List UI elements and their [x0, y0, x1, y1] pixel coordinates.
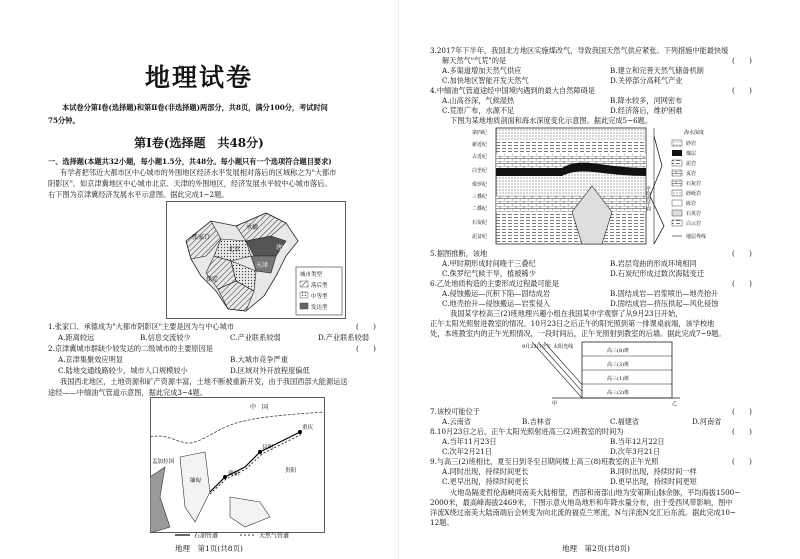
- q7-option-a[interactable]: A.云南省: [442, 417, 472, 426]
- map2-label-guiyang: 贵阳: [285, 468, 297, 474]
- q1-option-b[interactable]: B.信息交流较少: [140, 333, 191, 342]
- q6-option-b[interactable]: B.固结成岩—岩浆喷出—地壳抬升: [610, 289, 719, 298]
- map2-legend-gas: 天然气管道: [259, 532, 290, 540]
- q1-option-d[interactable]: D.产业联系较弱: [318, 333, 369, 342]
- q5-option-b[interactable]: B.岩层弯曲的形成环境相同: [610, 259, 697, 268]
- q5-answer-blank[interactable]: ( ): [732, 249, 752, 258]
- passage4-line-2: 正午太阳光照射进教室的情况。10月23日之后正午的阳光照到第一排课桌前端，该学校地: [430, 319, 715, 328]
- passage1-line-1: 有学者把邻近大都市区中心城市的外围地区经济水平发展相对落后的区域称之为"大都市: [60, 168, 337, 177]
- q5-option-c[interactable]: C.侏罗纪气候干旱，植被稀少: [442, 269, 536, 278]
- q3-option-b[interactable]: B.建立和完善天然气储备机制: [610, 66, 704, 75]
- q3-option-d[interactable]: D.关停部分高耗气产业: [610, 76, 683, 85]
- q1-option-a[interactable]: A.距离较远: [58, 333, 95, 342]
- geo-legend-7: 砾岩: [686, 201, 697, 207]
- passage5-line-2: 2000米，最高峰海拔2469米，下图示意火地岛地形和年降水量分布，由于受西风带影响，图中: [430, 498, 733, 507]
- geo-depth-label: 海水深度: [684, 130, 705, 136]
- q8-stem: 8.10月23日之后，正午太阳光照射进高三(2)班教室的时间为: [430, 427, 624, 436]
- classroom-sun-note: 9月23日正午 太阳光线: [522, 344, 574, 350]
- part-label: 一、选择题(本题共32小题，每小题1.5分，共48分。每小题只有一个选项符合题目要求): [48, 157, 332, 166]
- q9-answer-blank[interactable]: ( ): [732, 457, 752, 466]
- page-divider: [398, 0, 399, 559]
- q5-option-d[interactable]: D.石炭纪形成过数次海陆变迁: [610, 269, 705, 278]
- classroom-ground-right: 乙: [672, 401, 678, 406]
- map1-label-beijing: 北京: [228, 246, 241, 253]
- left-page: [0, 0, 398, 559]
- q8-option-a[interactable]: A.当年11月23日: [442, 437, 497, 446]
- q3-stem: 3.2017年下半年，我国北方地区实施煤改气，导致我国天然气供应紧张。下列措施中能最快缓: [430, 46, 729, 55]
- geo-era-3: 古近纪: [472, 154, 488, 160]
- section-heading: 第Ⅰ卷(选择题 共48分): [134, 136, 264, 150]
- geo-sea-level-label: 平均海平面: [645, 186, 651, 211]
- passage5-line-3: 洋流X绕过南美大陆南端后会转变为向北流的福克兰寒流，N与洋流N交汇后东流。据此完成10~: [430, 508, 736, 517]
- geo-era-9: 泥盆纪: [472, 234, 488, 240]
- q7-answer-blank[interactable]: ( ): [732, 407, 752, 416]
- map1-label-baoding: 保定: [206, 276, 219, 283]
- map1-legend-item-2: 中等型: [311, 294, 328, 300]
- q8-answer-blank[interactable]: ( ): [732, 427, 752, 436]
- q3-answer-blank[interactable]: ( ): [732, 56, 752, 65]
- map1-legend-item-1: 落后型: [311, 283, 328, 289]
- right-page-footer: 地理 第2页(共8页): [562, 544, 630, 553]
- q8-option-c[interactable]: C.次年2月21日: [442, 447, 492, 456]
- q8-option-b[interactable]: B.当年12月22日: [610, 437, 665, 446]
- q5-stem: 5.据图推断，该地: [430, 249, 488, 258]
- map1-label-tianjin: 天津: [256, 262, 269, 269]
- map2-label-bangladesh: 孟加拉国: [152, 459, 175, 465]
- q4-option-b[interactable]: B.降水较多，河网密布: [610, 96, 683, 105]
- q5-option-a[interactable]: A.甲时期形成时间晚于三叠纪: [442, 259, 536, 268]
- q4-option-d[interactable]: D.经济落后，维护困难: [610, 106, 683, 115]
- right-page: [402, 0, 800, 559]
- map2-label-chongqing: 重庆: [302, 425, 314, 431]
- map2-label-myanmar: 缅甸: [190, 478, 202, 484]
- geo-legend-4: 页岩: [686, 171, 697, 177]
- q1-option-c[interactable]: C.产业联系较弱: [230, 333, 281, 342]
- q9-option-d[interactable]: D.更早出现，持续时间更短: [610, 477, 697, 486]
- jingjinji-map: [166, 201, 346, 319]
- q6-option-a[interactable]: A.侵蚀搬运—沉积下陷—固结成岩: [442, 289, 551, 298]
- classroom-room-1: 高三(8)班: [607, 348, 630, 354]
- pipeline-map: [150, 397, 325, 533]
- geo-legend-3: 泥岩: [686, 161, 697, 167]
- passage4-line-3: 处，本班教室内的正午光照情况，一段时间后，正午光照射到教室的后墙。据此完成7~9题。: [430, 329, 726, 338]
- geo-era-7: 二叠纪: [472, 206, 488, 212]
- q9-option-b[interactable]: B.同时出现，持续时间一样: [610, 467, 697, 476]
- passage1-line-2: 阴影区"。如京津冀地区中心城市北京、天津的外围地区，经济发展水平较中心城市落后。: [48, 179, 332, 188]
- q2-option-b[interactable]: B.大城市竞争严重: [230, 355, 288, 364]
- passage3: 下图为某地地质剖面和海水深度变化示意图。据此完成5~6题。: [450, 116, 653, 125]
- classroom-building-figure: [522, 338, 682, 406]
- geo-legend-5: 石灰岩: [686, 181, 702, 187]
- map2-label-china-text: 中 国: [250, 404, 269, 411]
- q9-option-c[interactable]: C.更早出现，持续时间更长: [442, 477, 529, 486]
- map1-label-zhangjiakou: 张家口: [192, 234, 211, 241]
- q8-option-d[interactable]: D.次年3月21日: [610, 447, 661, 456]
- q2-option-a[interactable]: A.京津集聚效应明显: [58, 355, 123, 364]
- q7-stem: 7.该校可能位于: [430, 407, 480, 416]
- map1-legend-title: 城市类型: [300, 272, 323, 278]
- q1-answer-blank[interactable]: ( ): [356, 322, 376, 331]
- passage4-line-1: 我国某学校高三(2)班地理兴趣小组在我国某中学观察了从9月23日开始，: [450, 309, 683, 318]
- q9-stem: 9.与高三(2)班相比，夏至日到冬至日期间楼上高三(8)班教室的正午光照: [430, 457, 659, 466]
- map1-label-tangshan: 唐山: [276, 244, 289, 251]
- q7-option-c[interactable]: C.福建省: [610, 417, 640, 426]
- map1-label-chengde: 承德: [246, 224, 259, 231]
- geo-legend-6: 砂砾岩: [686, 191, 702, 197]
- geo-era-2: 新近纪: [472, 142, 488, 148]
- geo-era-6: 三叠纪: [472, 194, 488, 200]
- map2-label-ruili: 瑞丽: [228, 471, 240, 477]
- intro-line-1: 本试卷分第Ⅰ卷(选择题)和第Ⅱ卷(非选择题)两部分，共8页，满分100分，考试时间: [62, 103, 328, 112]
- geo-era-4: 白垩纪: [472, 168, 488, 174]
- q4-stem: 4.中缅油气管道途经中国境内遇到的最大自然障碍是: [430, 86, 595, 95]
- intro-line-2: 75分钟。: [48, 116, 80, 125]
- passage5-line-4: 12题。: [430, 518, 454, 527]
- q6-option-c[interactable]: C.地壳抬升—侵蚀搬运—岩浆侵入: [442, 299, 551, 308]
- map2-legend-oil: 石油管道: [194, 532, 219, 540]
- q3-option-a[interactable]: A.多渠道增加天然气供应: [442, 66, 522, 75]
- q2-stem: 2.京津冀城市群缺少较发达的二级城市的主要原因是: [48, 344, 213, 353]
- geo-legend-1: 砂岩: [686, 141, 697, 147]
- q7-option-b[interactable]: B.吉林省: [522, 417, 552, 426]
- q4-answer-blank[interactable]: ( ): [732, 86, 752, 95]
- classroom-ground-left: 甲: [552, 401, 558, 406]
- classroom-room-4: 高三(2)班: [607, 390, 630, 396]
- q9-option-a[interactable]: A.同时出现，持续时间更长: [442, 467, 529, 476]
- map1-legend-item-3: 发达型: [311, 305, 328, 311]
- geo-era-5: 侏罗纪: [472, 182, 488, 188]
- geo-era-8: 石炭纪: [472, 220, 488, 226]
- classroom-room-2: 高三(3)班: [607, 362, 630, 368]
- passage5-line-1: 火地岛隔麦哲伦海峡同南美大陆相望，西部和南部山地为安第斯山脉余脉，平均海拔1500~: [450, 488, 741, 497]
- passage2-line-1: 我国西北地区，土地资源和矿产资源丰富，土地不断被重新开发，由于我国西部大能源运送: [60, 377, 348, 386]
- classroom-room-3: 高三(1)班: [607, 376, 630, 382]
- passage1-line-3: 右下图为京津冀经济发展水平示意图。据此完成1~2题。: [48, 190, 229, 199]
- q6-stem: 6.乙处地质构造的主要形成过程最可能是: [430, 279, 560, 288]
- geo-era-1: 第四纪: [472, 130, 488, 136]
- geo-legend-9: 白云岩: [686, 221, 702, 227]
- q1-stem: 1.张家口、承德成为"大都市阴影区"主要是因为与中心城市: [48, 322, 234, 331]
- q4-option-a[interactable]: A.山高谷深，气候湿热: [442, 96, 515, 105]
- geo-legend-8: 石英岩: [686, 211, 702, 217]
- geologic-section-figure: [472, 126, 732, 248]
- q7-option-d[interactable]: D.河南省: [692, 417, 722, 426]
- map2-legend: [170, 530, 310, 540]
- exam-title: 地理试卷: [144, 63, 253, 92]
- geo-legend-10: 地层界线: [686, 234, 707, 240]
- q3-stem-2: 解天然气"气荒"的是: [442, 56, 507, 65]
- left-page-footer: 地理 第1页(共8页): [175, 544, 243, 553]
- map2-label-kunming: 昆明: [262, 445, 274, 451]
- geo-legend-2: 煤层: [686, 151, 697, 157]
- q2-answer-blank[interactable]: ( ): [356, 344, 376, 353]
- passage2-line-2: 途经——中缅油气管道示意图，据此完成3~4题。: [48, 388, 207, 397]
- q4-option-c[interactable]: C.荒原广布，水源不足: [442, 106, 515, 115]
- q3-option-c[interactable]: C.加快地区智能开发天然气: [442, 76, 529, 85]
- q2-option-d[interactable]: D.区域对外开放程度偏低: [230, 366, 310, 375]
- q2-option-c[interactable]: C.陆地交通线路较少，城市人口规模较小: [58, 366, 188, 375]
- q6-option-d[interactable]: D.固结成岩—挤压拱起—风化侵蚀: [610, 299, 719, 308]
- q6-answer-blank[interactable]: ( ): [732, 279, 752, 288]
